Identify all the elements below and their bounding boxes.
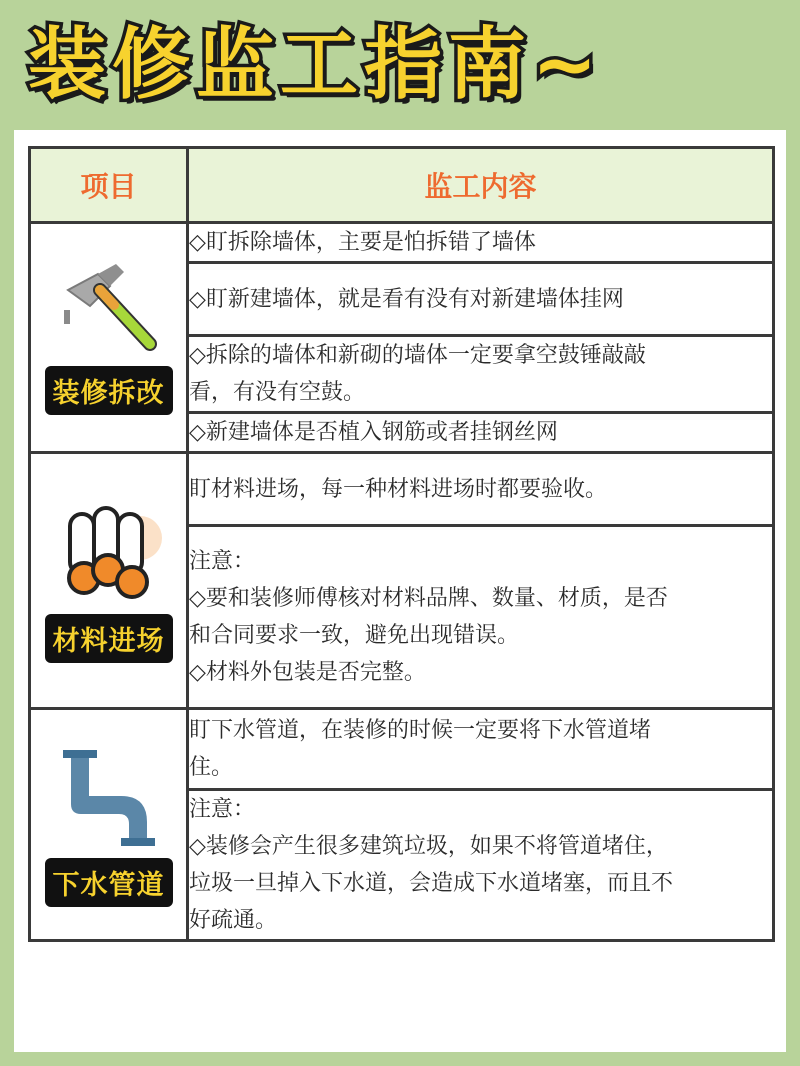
content-cell: ◇盯拆除墙体，主要是怕拆错了墙体: [188, 223, 774, 263]
hammer-icon: [54, 260, 164, 360]
content-cell: 注意： ◇装修会产生很多建筑垃圾，如果不将管道堵住， 垃圾一旦掉入下水道，会造成下水道堵塞，而且不 好疏通。: [188, 790, 774, 941]
guide-card: [14, 130, 786, 1052]
content-cell: 注意： ◇要和装修师傅核对材料品牌、数量、材质，是否 和合同要求一致，避免出现错误。 ◇材料外包装是否完整。: [188, 526, 774, 709]
content-cell: 盯材料进场，每一种材料进场时都要验收。: [188, 453, 774, 526]
content-cell: ◇盯新建墙体，就是看有没有对新建墙体挂网: [188, 263, 774, 336]
pipes-bundle-icon: [54, 498, 164, 608]
header-content: 监工内容: [188, 148, 774, 223]
content-cell: 盯下水管道，在装修的时候一定要将下水管道堵 住。: [188, 709, 774, 790]
content-cell: ◇拆除的墙体和新砌的墙体一定要拿空鼓锤敲敲 看，有没有空鼓。: [188, 336, 774, 413]
table-header-row: [30, 148, 774, 223]
table-row: [30, 709, 774, 790]
page-title: 装修监工指南~: [28, 20, 604, 110]
section-label: 装修拆改: [45, 366, 173, 415]
section-item-drainage: [30, 709, 188, 941]
header-item: 项目: [30, 148, 188, 223]
drain-pipe-icon: [49, 742, 169, 852]
table-row: [30, 453, 774, 526]
section-item-renovation: [30, 223, 188, 453]
content-cell: ◇新建墙体是否植入钢筋或者挂钢丝网: [188, 413, 774, 453]
section-label: 下水管道: [45, 858, 173, 907]
section-label: 材料进场: [45, 614, 173, 663]
table-row: [30, 223, 774, 263]
guide-table: [28, 146, 775, 942]
section-item-materials: [30, 453, 188, 709]
